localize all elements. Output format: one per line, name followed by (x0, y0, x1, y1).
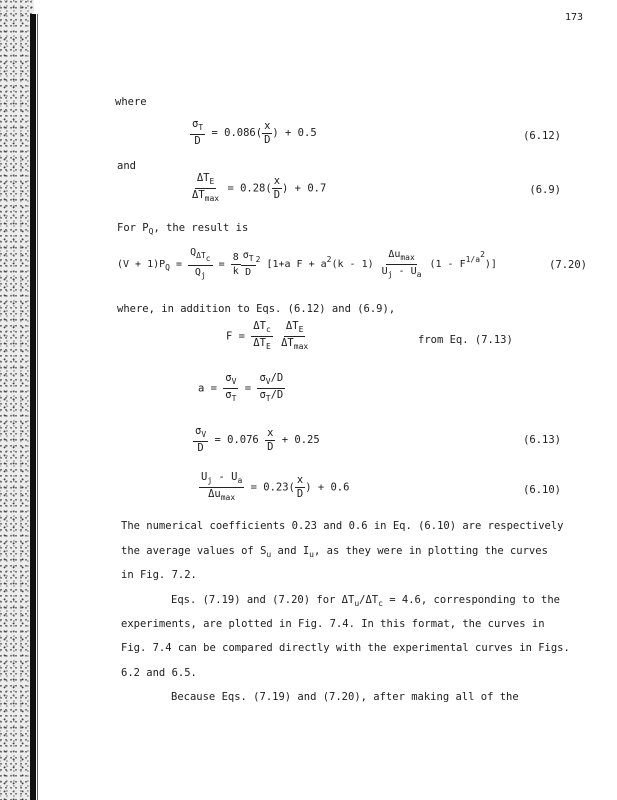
binding-shadow (30, 14, 36, 800)
para2-line4: 6.2 and 6.5. (121, 667, 197, 679)
equation-a: a = $\frac{\sigma_V}{\sigma_T}$ = $\frac{\sigma_V/D}{\sigma_T/D}$ (198, 372, 284, 403)
equation-number-7-20: (7.20) (549, 259, 587, 271)
para3-line1: Because Eqs. (7.19) and (7.20), after making all of the (171, 691, 519, 703)
equation-number-6-12: (6.12) (523, 130, 561, 142)
equation-6-12: $\frac{\sigma_T}{D}$ = 0.086( $\frac{x}{D}$ ) + 0.5 (192, 118, 317, 147)
equation-6-9: $\frac{\Delta T_E}{\Delta T_{max}}$ = 0.28( $\frac{x}{D}$ ) + 0.7 (192, 172, 327, 203)
equation-f: F = $\frac{\Delta T_c}{\Delta T_E}$ $\frac{\Delta T_E}{\Delta T_{max}}$ (226, 320, 309, 351)
and-label: and (117, 160, 136, 172)
for-pq-line: For $P_Q$, the result is (117, 222, 249, 236)
binding-line (37, 14, 38, 800)
equation-number-6-13: (6.13) (523, 434, 561, 446)
para1-line2: the average values of $S_u$ and $I_u$, as they were in plotting the curves (121, 545, 548, 559)
equation-7-20: $(V + 1)P_Q$ = $\frac{Q_{\Delta T_c}}{Q_j}$ = $\frac{8}{k}$ $\frac{\sigma_T}{D}$ $^2$ [1+a $F + a^2(k - 1)$ $\frac{\Delta u_{max}}{U_j - U_a}$ $(1 - F^{1/a^2})$] (117, 247, 497, 280)
equation-6-10: $\frac{U_j - U_a}{\Delta u_{max}}$ = 0.23( $\frac{x}{D}$ ) + 0.6 (201, 471, 350, 502)
where-addition-line: where, in addition to Eqs. (6.12) and (6.9), (117, 303, 396, 315)
para2-line1: Eqs. (7.19) and (7.20) for $\Delta T_u/\Delta T_c = 4.6$, corresponding to the (171, 594, 560, 608)
equation-6-13: $\frac{\sigma_V}{D}$ = 0.076 $\frac{x}{D}$ + 0.25 (195, 425, 320, 454)
where-label: where (115, 96, 147, 108)
from-eq-note: from Eq. (7.13) (418, 334, 513, 346)
page-number: 173 (564, 12, 583, 23)
para1-line3: in Fig. 7.2. (121, 569, 197, 581)
equation-number-6-10: (6.10) (523, 484, 561, 496)
para2-line2: experiments, are plotted in Fig. 7.4. In this format, the curves in (121, 618, 545, 630)
scan-edge-noise (0, 0, 34, 800)
para1-line1: The numerical coefficients 0.23 and 0.6 in Eq. (6.10) are respectively (121, 520, 564, 532)
para2-line3: Fig. 7.4 can be compared directly with the experimental curves in Figs. (121, 642, 570, 654)
equation-number-6-9: (6.9) (529, 184, 561, 196)
